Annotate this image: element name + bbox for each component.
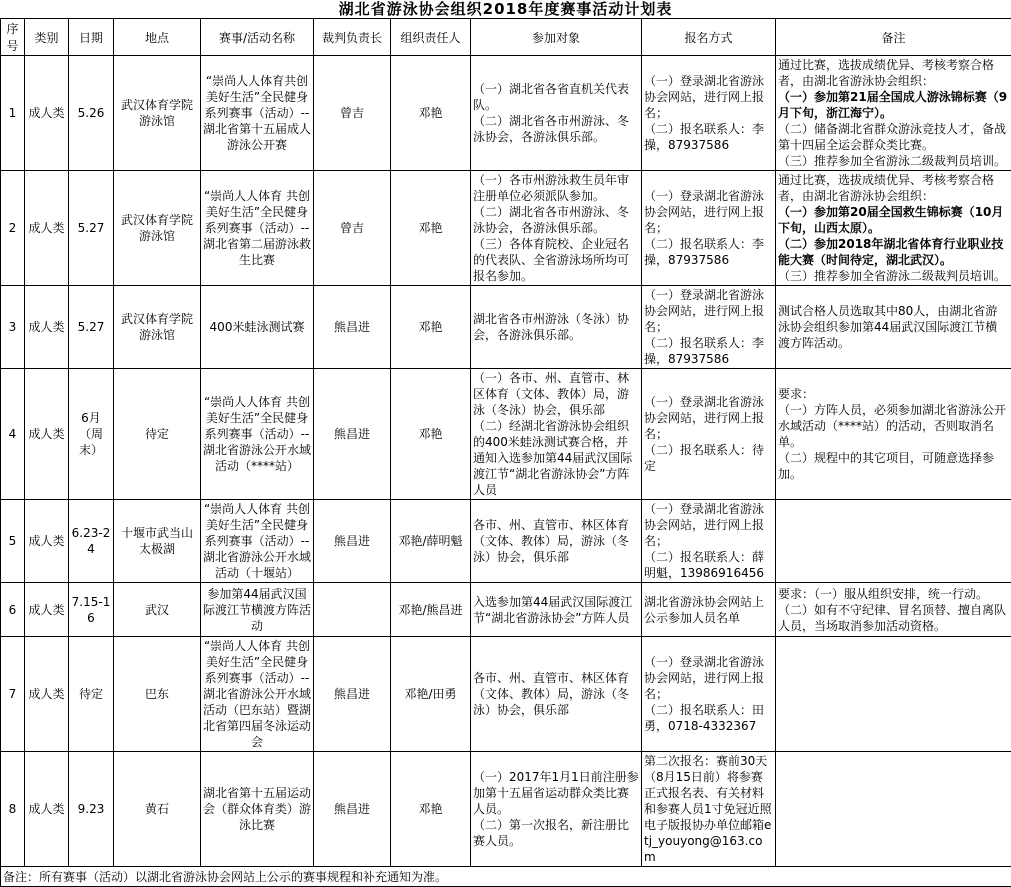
cell-paragraph: 8	[3, 801, 22, 817]
cell-paragraph: （三）推荐参加全省游泳二级裁判员培训。	[778, 153, 1009, 169]
cell-paragraph: （一）2017年1月1日前注册参加第十五届省运动群众类比赛人员。	[473, 769, 639, 817]
cell-remarks	[776, 752, 1011, 867]
cell-paragraph: （一）各市州游泳救生员年审注册单位必须派队参加。	[473, 172, 639, 204]
cell-category	[25, 583, 69, 637]
cell-paragraph: （一）登录湖北省游泳协会网站，进行网上报名；	[644, 188, 773, 236]
cell-referee	[314, 637, 391, 752]
cell-category	[25, 500, 69, 583]
cell-no	[1, 637, 25, 752]
cell-referee	[314, 56, 391, 171]
col-header-remarks: 备注	[776, 19, 1011, 56]
cell-remarks	[776, 369, 1011, 500]
cell-remarks	[776, 637, 1011, 752]
table-row	[1, 637, 1011, 752]
cell-no	[1, 171, 25, 286]
cell-paragraph: 十堰市武当山太极湖	[116, 525, 198, 557]
cell-paragraph: 邓艳/薛明魁	[393, 533, 468, 549]
cell-paragraph: 武汉体育学院游泳馆	[116, 311, 198, 343]
cell-event	[201, 56, 314, 171]
cell-paragraph: （二）湖北省各市州游泳、冬泳协会，各游泳俱乐部。	[473, 204, 639, 236]
cell-registration	[642, 56, 776, 171]
cell-participants	[471, 637, 642, 752]
cell-paragraph: 邓艳/田勇	[393, 686, 468, 702]
cell-registration	[642, 637, 776, 752]
cell-paragraph: 熊昌进	[316, 319, 388, 335]
cell-date	[69, 286, 114, 369]
cell-paragraph: “崇尚人人体育 共创美好生活”全民健身系列赛事（活动）--	[203, 188, 311, 236]
cell-location	[114, 500, 201, 583]
cell-location	[114, 637, 201, 752]
cell-paragraph: 武汉体育学院游泳馆	[116, 97, 198, 129]
table-row	[1, 369, 1011, 500]
cell-paragraph: 巴东	[116, 686, 198, 702]
cell-paragraph: 各市、州、直管市、林区体育（文体、教体）局，游泳（冬泳）协会，俱乐部	[473, 670, 639, 718]
cell-category	[25, 637, 69, 752]
cell-paragraph: 熊昌进	[316, 533, 388, 549]
cell-paragraph: （一）方阵人员，必须参加湖北省游泳公开水域活动（****站）的活动，否则取消名单。	[778, 402, 1009, 450]
footer-row	[1, 867, 1011, 887]
cell-remarks	[776, 171, 1011, 286]
cell-paragraph: （二）报名联系人：李操，87937586	[644, 121, 773, 153]
cell-paragraph: 熊昌进	[316, 801, 388, 817]
cell-participants	[471, 171, 642, 286]
cell-no	[1, 500, 25, 583]
cell-date	[69, 56, 114, 171]
cell-paragraph: 3	[3, 319, 22, 335]
cell-organizer	[391, 583, 471, 637]
cell-paragraph: “崇尚人人体育共创美好生活”全民健身系列赛事（活动）--	[203, 73, 311, 121]
cell-event	[201, 752, 314, 867]
cell-paragraph: 5.26	[71, 105, 111, 121]
footer-note: 备注：所有赛事（活动）以湖北省游泳协会网站上公示的赛事规程和补充通知为准。	[1, 867, 1011, 887]
cell-paragraph: 通过比赛，选拔成绩优异、考核考察合格者，由湖北省游泳协会组织：	[778, 172, 1009, 204]
cell-category	[25, 171, 69, 286]
cell-paragraph: （一）各市、州、直管市、林区体育（文体、教体）局，游泳（冬泳）协会，俱乐部	[473, 370, 639, 418]
table-row	[1, 583, 1011, 637]
page-title: 湖北省游泳协会组织2018年度赛事活动计划表	[0, 0, 1011, 18]
cell-paragraph: （一）参加第21届全国成人游泳锦标赛（9月下旬，浙江海宁）。	[778, 89, 1009, 121]
cell-participants	[471, 56, 642, 171]
cell-paragraph: 成人类	[27, 686, 66, 702]
cell-paragraph: 5.27	[71, 220, 111, 236]
cell-paragraph: 2	[3, 220, 22, 236]
col-header-referee: 裁判负责长	[314, 19, 391, 56]
cell-registration	[642, 286, 776, 369]
col-header-organizer: 组织责任人	[391, 19, 471, 56]
cell-participants	[471, 752, 642, 867]
cell-referee	[314, 286, 391, 369]
cell-paragraph: 7	[3, 686, 22, 702]
cell-date	[69, 171, 114, 286]
cell-paragraph: （二）第一次报名，新注册比赛人员。	[473, 817, 639, 849]
cell-paragraph: 5	[3, 533, 22, 549]
cell-paragraph: 武汉	[116, 602, 198, 618]
cell-paragraph: 邓艳	[393, 426, 468, 442]
cell-paragraph: （一）登录湖北省游泳协会网站，进行网上报名；	[644, 654, 773, 702]
cell-paragraph: “崇尚人人体育 共创美好生活”全民健身系列赛事（活动）--湖北省游泳公开水域活动（****站）	[203, 394, 311, 474]
cell-paragraph: （三）各体育院校、企业冠名的代表队、全省游泳场所均可报名参加。	[473, 236, 639, 284]
cell-paragraph: 入选参加第44届武汉国际渡江节“湖北省游泳协会”方阵人员	[473, 594, 639, 626]
table-row	[1, 286, 1011, 369]
cell-paragraph: （二）经湖北省游泳协会组织的400米蛙泳测试赛合格，并通知入选参加第44届武汉国际渡江节“湖北省游泳协会”方阵人员	[473, 418, 639, 498]
table-row	[1, 171, 1011, 286]
cell-paragraph: 第二次报名：赛前30天（8月15日前）将参赛正式报名表、有关材料和参赛人员1寸免冠近照电子版报协办单位邮箱etj_youyong@163.com	[644, 753, 773, 865]
cell-paragraph: （二）报名联系人：李操，87937586	[644, 335, 773, 367]
col-header-location: 地点	[114, 19, 201, 56]
cell-paragraph: （三）推荐参加全省游泳二级裁判员培训。	[778, 268, 1009, 284]
cell-location	[114, 286, 201, 369]
cell-paragraph: 黄石	[116, 801, 198, 817]
cell-registration	[642, 500, 776, 583]
cell-paragraph: 邓艳	[393, 220, 468, 236]
cell-paragraph: 1	[3, 105, 22, 121]
cell-event	[201, 171, 314, 286]
cell-paragraph: 邓艳	[393, 105, 468, 121]
cell-paragraph: 湖北省各市州游泳（冬泳）协会，各游泳俱乐部。	[473, 311, 639, 343]
cell-registration	[642, 583, 776, 637]
cell-location	[114, 369, 201, 500]
cell-paragraph: 湖北省游泳协会网站上公示参加人员名单	[644, 594, 773, 626]
cell-paragraph: （二）报名联系人：田勇，0718-4332367	[644, 702, 773, 734]
cell-remarks	[776, 500, 1011, 583]
header-row	[1, 19, 1011, 56]
table-row	[1, 56, 1011, 171]
cell-event	[201, 500, 314, 583]
cell-event	[201, 369, 314, 500]
cell-no	[1, 369, 25, 500]
cell-paragraph: 7.15-16	[71, 594, 111, 626]
cell-paragraph: 曾吉	[316, 220, 388, 236]
cell-paragraph: 成人类	[27, 602, 66, 618]
cell-registration	[642, 752, 776, 867]
cell-event	[201, 637, 314, 752]
cell-no	[1, 583, 25, 637]
cell-paragraph: 各市、州、直管市、林区体育（文体、教体）局，游泳（冬泳）协会，俱乐部	[473, 517, 639, 565]
cell-remarks	[776, 56, 1011, 171]
cell-no	[1, 56, 25, 171]
cell-remarks	[776, 286, 1011, 369]
cell-paragraph: 湖北省第十五届成人游泳公开赛	[203, 121, 311, 153]
cell-paragraph: （二）报名联系人：待定	[644, 442, 773, 474]
cell-date	[69, 752, 114, 867]
cell-organizer	[391, 752, 471, 867]
cell-remarks	[776, 583, 1011, 637]
cell-paragraph: 参加第44届武汉国际渡江节横渡方阵活动	[203, 586, 311, 634]
cell-paragraph: 要求：	[778, 386, 1009, 402]
cell-organizer	[391, 637, 471, 752]
cell-category	[25, 286, 69, 369]
cell-date	[69, 500, 114, 583]
cell-paragraph: 6.23-24	[71, 525, 111, 557]
cell-no	[1, 752, 25, 867]
cell-no	[1, 286, 25, 369]
cell-paragraph: 熊昌进	[316, 686, 388, 702]
cell-paragraph: 5.27	[71, 319, 111, 335]
cell-paragraph: 要求：（一）服从组织安排，统一行动。	[778, 586, 1009, 602]
cell-paragraph: 邓艳	[393, 319, 468, 335]
cell-paragraph: “崇尚人人体育 共创美好生活”全民健身系列赛事（活动）--湖北省游泳公开水域活动（巴东站）暨湖北省第四届冬泳运动会	[203, 638, 311, 750]
cell-date	[69, 637, 114, 752]
cell-paragraph: 邓艳	[393, 801, 468, 817]
cell-organizer	[391, 500, 471, 583]
cell-participants	[471, 286, 642, 369]
cell-paragraph: 邓艳/熊昌进	[393, 602, 468, 618]
cell-paragraph: 武汉体育学院游泳馆	[116, 212, 198, 244]
cell-paragraph: 成人类	[27, 801, 66, 817]
cell-paragraph: （二）报名联系人：李操，87937586	[644, 236, 773, 268]
table-row	[1, 752, 1011, 867]
col-header-no: 序号	[1, 19, 25, 56]
col-header-participants: 参加对象	[471, 19, 642, 56]
cell-paragraph: 成人类	[27, 426, 66, 442]
cell-referee	[314, 171, 391, 286]
cell-paragraph: “崇尚人人体育 共创美好生活”全民健身系列赛事（活动）--湖北省游泳公开水域活动（十堰站）	[203, 501, 311, 581]
cell-paragraph: 6月（周末）	[71, 410, 111, 458]
cell-registration	[642, 171, 776, 286]
cell-category	[25, 369, 69, 500]
col-header-event: 赛事/活动名称	[201, 19, 314, 56]
table-row	[1, 500, 1011, 583]
cell-location	[114, 752, 201, 867]
cell-paragraph: （二）储备湖北省群众游泳竞技人才，备战第十四届全运会群众类比赛。	[778, 121, 1009, 153]
cell-referee	[314, 500, 391, 583]
cell-event	[201, 286, 314, 369]
cell-organizer	[391, 56, 471, 171]
cell-paragraph: 4	[3, 426, 22, 442]
cell-paragraph: 6	[3, 602, 22, 618]
col-header-category: 类别	[25, 19, 69, 56]
cell-paragraph: 待定	[116, 426, 198, 442]
cell-paragraph: （二）规程中的其它项目，可随意选择参加。	[778, 450, 1009, 482]
cell-paragraph: 成人类	[27, 533, 66, 549]
cell-paragraph: （一）参加第20届全国救生锦标赛（10月下旬，山西太原）。	[778, 204, 1009, 236]
cell-organizer	[391, 369, 471, 500]
cell-category	[25, 752, 69, 867]
cell-category	[25, 56, 69, 171]
cell-organizer	[391, 286, 471, 369]
cell-event	[201, 583, 314, 637]
cell-date	[69, 583, 114, 637]
cell-paragraph: 测试合格人员选取其中80人，由湖北省游泳协会组织参加第44届武汉国际渡江节横渡方阵活动。	[778, 303, 1009, 351]
cell-paragraph: （一）登录湖北省游泳协会网站，进行网上报名；	[644, 287, 773, 335]
cell-registration	[642, 369, 776, 500]
cell-paragraph: 通过比赛，选拔成绩优异、考核考察合格者，由湖北省游泳协会组织：	[778, 57, 1009, 89]
col-header-date: 日期	[69, 19, 114, 56]
cell-paragraph: 400米蛙泳测试赛	[203, 319, 311, 335]
cell-organizer	[391, 171, 471, 286]
cell-paragraph: （二）如有不守纪律、冒名顶替、擅自离队人员，当场取消参加活动资格。	[778, 602, 1009, 634]
cell-participants	[471, 583, 642, 637]
cell-paragraph: 成人类	[27, 220, 66, 236]
cell-paragraph: 曾吉	[316, 105, 388, 121]
cell-referee	[314, 583, 391, 637]
cell-location	[114, 171, 201, 286]
cell-participants	[471, 500, 642, 583]
table-body	[1, 56, 1011, 867]
cell-paragraph: （一）湖北省各省直机关代表队。	[473, 81, 639, 113]
cell-paragraph: 待定	[71, 686, 111, 702]
cell-paragraph: （二）报名联系人：薛明魁，13986916456	[644, 549, 773, 581]
cell-paragraph: 成人类	[27, 319, 66, 335]
cell-paragraph: （一）登录湖北省游泳协会网站，进行网上报名；	[644, 501, 773, 549]
cell-paragraph: 9.23	[71, 801, 111, 817]
cell-location	[114, 583, 201, 637]
cell-referee	[314, 369, 391, 500]
schedule-table	[0, 18, 1011, 887]
cell-paragraph: 成人类	[27, 105, 66, 121]
cell-paragraph: 湖北省第二届游泳救生比赛	[203, 236, 311, 268]
cell-location	[114, 56, 201, 171]
cell-participants	[471, 369, 642, 500]
cell-paragraph: 熊昌进	[316, 426, 388, 442]
cell-paragraph: （二）参加2018年湖北省体育行业职业技能大赛（时间待定，湖北武汉）。	[778, 236, 1009, 268]
cell-paragraph: （一）登录湖北省游泳协会网站，进行网上报名；	[644, 73, 773, 121]
cell-referee	[314, 752, 391, 867]
cell-date	[69, 369, 114, 500]
cell-paragraph: （一）登录湖北省游泳协会网站，进行网上报名；	[644, 394, 773, 442]
cell-paragraph: 湖北省第十五届运动会（群众体育类）游泳比赛	[203, 785, 311, 833]
cell-paragraph: （二）湖北省各市州游泳、冬泳协会，各游泳俱乐部。	[473, 113, 639, 145]
col-header-registration: 报名方式	[642, 19, 776, 56]
